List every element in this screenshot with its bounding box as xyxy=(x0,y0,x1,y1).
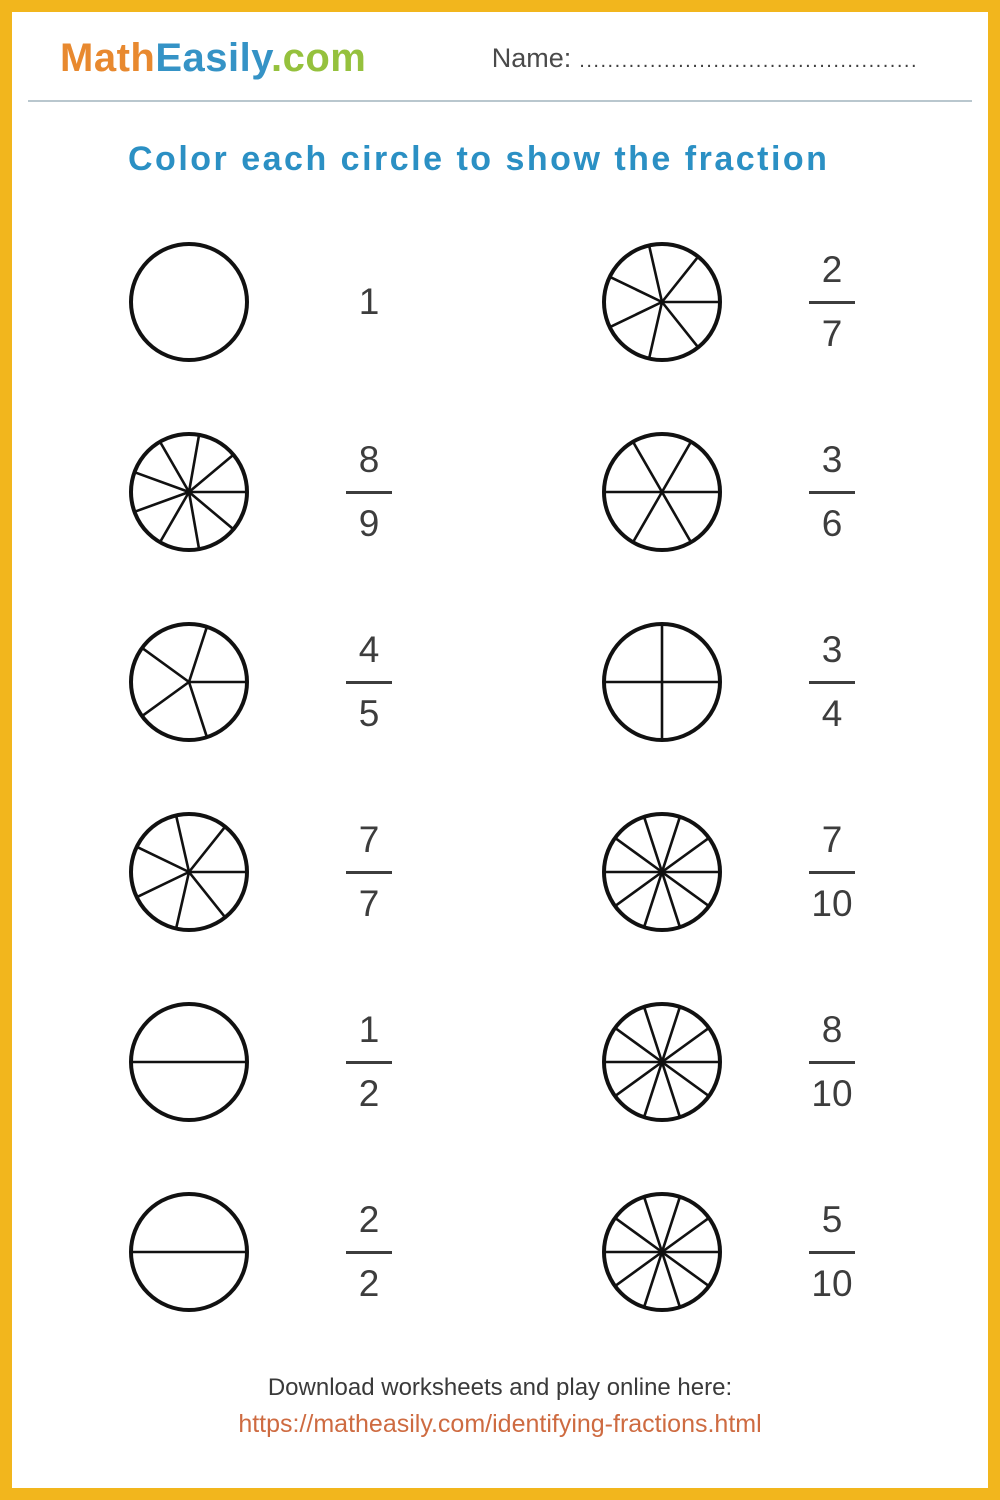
fraction-numerator: 1 xyxy=(358,1008,380,1050)
fraction-denominator: 7 xyxy=(358,882,380,924)
fraction-bar xyxy=(346,1061,392,1064)
fraction-numerator: 5 xyxy=(821,1198,843,1240)
fraction-numerator: 8 xyxy=(358,438,380,480)
name-field xyxy=(492,43,918,74)
problem-cell xyxy=(500,587,988,777)
problem-cell xyxy=(500,777,988,967)
fraction-label xyxy=(787,1177,877,1327)
fraction-numerator: 4 xyxy=(358,628,380,670)
fraction-numerator: 3 xyxy=(821,438,843,480)
fraction-bar xyxy=(809,1061,855,1064)
problem-cell xyxy=(12,1157,500,1347)
fraction-circle[interactable] xyxy=(124,617,254,747)
fraction-label xyxy=(324,987,414,1137)
fraction-label xyxy=(324,417,414,567)
fraction-numerator: 7 xyxy=(358,818,380,860)
fraction-label xyxy=(787,607,877,757)
fraction-circle[interactable] xyxy=(124,237,254,367)
fraction-denominator: 9 xyxy=(358,502,380,544)
fraction-denominator: 2 xyxy=(358,1072,380,1114)
fraction-numerator: 2 xyxy=(821,248,843,290)
fraction-denominator: 10 xyxy=(811,1072,853,1114)
fraction-circle[interactable] xyxy=(597,997,727,1127)
fraction-denominator: 5 xyxy=(358,692,380,734)
fraction-circle[interactable] xyxy=(124,807,254,937)
fraction-denominator: 10 xyxy=(811,1262,853,1304)
fraction-label xyxy=(787,987,877,1137)
problem-cell xyxy=(12,587,500,777)
fraction-numerator: 3 xyxy=(821,628,843,670)
problem-cell xyxy=(12,967,500,1157)
fraction-label xyxy=(324,1177,414,1327)
problems-grid xyxy=(12,207,988,1347)
logo-part-math: Math xyxy=(60,35,156,80)
problem-cell xyxy=(500,207,988,397)
fraction-bar xyxy=(809,681,855,684)
fraction-bar xyxy=(346,491,392,494)
name-fill-in-line: ................................................ xyxy=(579,49,918,72)
footer-text: Download worksheets and play online here: xyxy=(267,1374,733,1401)
fraction-bar xyxy=(346,1251,392,1254)
header-divider xyxy=(28,100,972,102)
problem-cell xyxy=(12,397,500,587)
fraction-numerator: 7 xyxy=(821,818,843,860)
problem-cell xyxy=(12,777,500,967)
fraction-label xyxy=(324,227,414,377)
fraction-denominator: 7 xyxy=(821,312,843,354)
fraction-bar xyxy=(809,491,855,494)
page-title: Color each circle to show the fraction xyxy=(128,140,830,178)
fraction-bar xyxy=(809,301,855,304)
logo-part-com: .com xyxy=(271,35,367,80)
header xyxy=(12,12,988,84)
logo-part-easily: Easily xyxy=(155,35,272,80)
fraction-denominator: 4 xyxy=(821,692,843,734)
fraction-circle[interactable] xyxy=(597,1187,727,1317)
fraction-label xyxy=(324,607,414,757)
fraction-denominator: 6 xyxy=(821,502,843,544)
footer xyxy=(12,1371,988,1442)
fraction-circle[interactable] xyxy=(597,427,727,557)
fraction-label xyxy=(324,797,414,947)
fraction-bar xyxy=(809,1251,855,1254)
fraction-label xyxy=(787,797,877,947)
fraction-circle[interactable] xyxy=(124,997,254,1127)
fraction-circle[interactable] xyxy=(597,617,727,747)
fraction-bar xyxy=(346,871,392,874)
fraction-label xyxy=(787,227,877,377)
fraction-numerator: 2 xyxy=(358,1198,380,1240)
fraction-circle[interactable] xyxy=(124,427,254,557)
name-label: Name: xyxy=(491,42,572,73)
problem-cell xyxy=(12,207,500,397)
fraction-numerator: 1 xyxy=(358,280,380,322)
footer-link[interactable]: https://matheasily.com/identifying-fractions.html xyxy=(238,1409,762,1438)
fraction-bar xyxy=(346,681,392,684)
fraction-label xyxy=(787,417,877,567)
fraction-bar xyxy=(809,871,855,874)
fraction-circle[interactable] xyxy=(597,807,727,937)
fraction-denominator: 2 xyxy=(358,1262,380,1304)
problem-cell xyxy=(500,967,988,1157)
fraction-denominator: 10 xyxy=(811,882,853,924)
fraction-circle[interactable] xyxy=(124,1187,254,1317)
problem-cell xyxy=(500,397,988,587)
fraction-circle[interactable] xyxy=(597,237,727,367)
problem-cell xyxy=(500,1157,988,1347)
fraction-numerator: 8 xyxy=(821,1008,843,1050)
site-logo xyxy=(60,36,366,81)
